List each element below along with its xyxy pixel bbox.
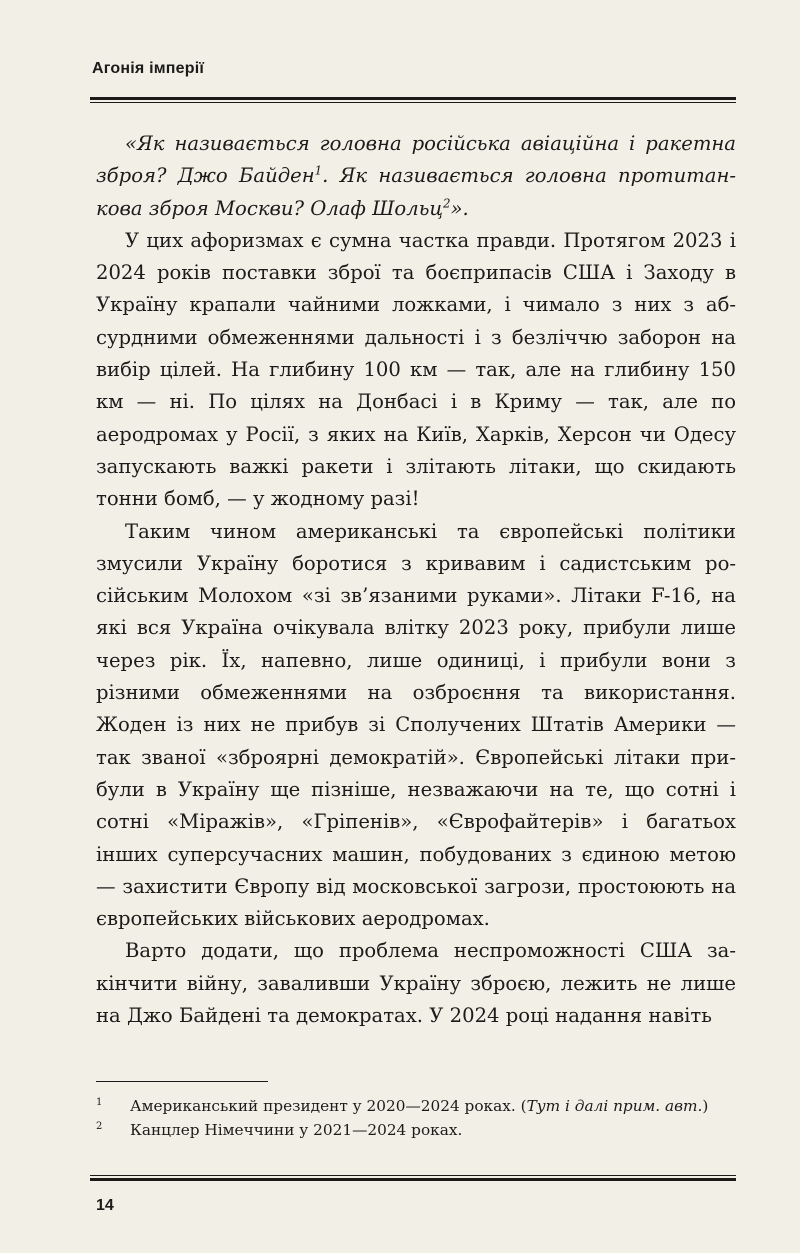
footnote-text: Американський президент у 2020—2024 роках. (Тут і далі прим. авт.) (130, 1097, 709, 1115)
footnote-1 (96, 1094, 756, 1118)
footnote-ref-1: 1 (314, 163, 323, 178)
header-rule-thin (90, 102, 736, 103)
paragraph-3: Таким чином американські та європейські політики змусили Україну боротися з кривавим і садистським російським Молохом «зі зв’язаними руками». Літаки F-16, на які вся Україна очікувала влітку 2023 року, прибули лише через рік. Їх, напевно, лише одиниці, і прибули вони з різними обмеженнями на озброєння та використання. Жоден із них не прибув зі Сполучених Штатів Америки — так званої «зброярні демократій». Європейські літаки прибули в Україну ще пізніше, незважаючи на те, що сотні і сотні «Міражів», «Гріпенів», «Єврофайтерів» і багатьох інших суперсучасних машин, побудованих з єдиною метою — захистити Європу від московської загрози, простоюють на європейських військових аеродромах. (96, 519, 736, 931)
quote-paragraph (96, 128, 736, 225)
footnote-ref-2: 2 (443, 196, 451, 211)
footnote-divider (96, 1081, 268, 1082)
body-text (96, 128, 736, 1032)
page-number: 14 (96, 1197, 114, 1214)
footnote-number: 1 (96, 1097, 103, 1108)
paragraph-4: Варто додати, що проблема неспроможності США закінчити війну, заваливши Україну зброєю, лежить не лише на Джо Байдені та демократах. У 2024 році надання навіть (96, 939, 736, 1028)
paragraph-2: У цих афоризмах є сумна частка правди. Протягом 2023 і 2024 років поставки зброї та боєприпасів США і Заходу в Україну крапали чайними ложками, і чимало з них з абсурдними обмеженнями дальності і з безліччю заборон на вибір цілей. На глибину 100 км — так, але на глибину 150 км — ні. По цілях на Донбасі і в Криму — так, але по аеродромах у Росії, з яких на Київ, Харків, Херсон чи Одесу запускають важкі ракети і злітають літаки, що скидають тонни бомб, — у жодному разі! (96, 228, 736, 511)
footnotes (96, 1094, 756, 1142)
footer-rule-thick (90, 1178, 736, 1181)
quote-part-2: . Як називається головна протитанкова зброя Москви? Олаф Шольц (96, 164, 736, 220)
quote-part-1: «Як називається головна російська авіаційна і ракетна зброя? Джо Байден (96, 132, 736, 188)
header-rule-thick (90, 97, 736, 100)
footer-rule-thin (90, 1175, 736, 1176)
quote-part-3: ». (450, 196, 469, 220)
footnote-2 (96, 1118, 756, 1142)
running-header: Агонія імперії (92, 60, 205, 77)
footnote-number: 2 (96, 1121, 103, 1132)
footnote-text: Канцлер Німеччини у 2021—2024 роках. (130, 1121, 463, 1139)
